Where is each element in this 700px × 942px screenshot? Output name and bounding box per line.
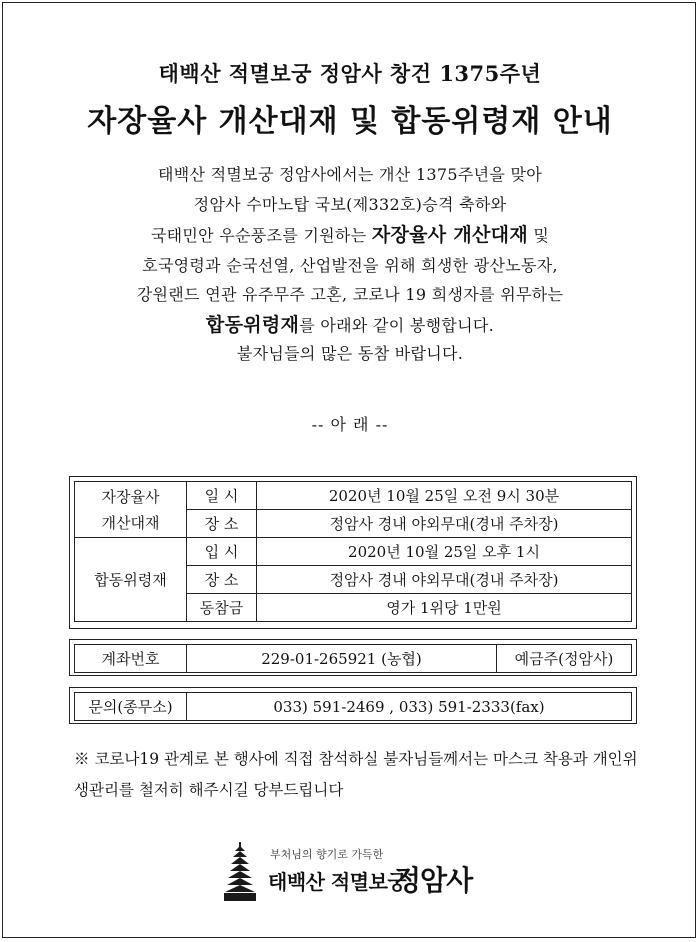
contact-phones: 033) 591-2469 , 033) 591-2333(fax) (187, 693, 632, 721)
event2-place-value: 정암사 경내 야외무대(경내 주차장) (257, 566, 632, 594)
event2-place-label: 장 소 (187, 566, 257, 594)
section-divider: -- 아 래 -- (311, 415, 389, 434)
event1-place-label: 장 소 (187, 510, 257, 538)
event2-fee-value: 영가 1위당 1만원 (257, 594, 632, 622)
event2-date-value: 2020년 10월 25일 오후 1시 (257, 538, 632, 566)
account-holder: 예금주(정암사) (497, 645, 632, 673)
table-row (75, 693, 632, 721)
memorial-name-highlight: 합동위령재 (205, 314, 300, 336)
page-title: 자장율사 개산대재 및 합동위령재 안내 (87, 104, 613, 139)
account-label: 계좌번호 (75, 645, 187, 673)
event1-name-line1: 자장율사 (101, 487, 160, 506)
account-table (74, 644, 632, 673)
event1-date-value: 2020년 10월 25일 오전 9시 30분 (257, 482, 632, 510)
event2-fee-label: 동참금 (187, 594, 257, 622)
event2-name-cell: 합동위령재 (75, 538, 187, 622)
body-line-5: 강원랜드 연관 유주무주 고혼, 코로나 19 희생자를 위무하는 (136, 285, 564, 304)
event-subtitle: 태백산 적멸보궁 정암사 창건 1375주년 (158, 61, 542, 86)
body-line-6-post: 를 아래와 같이 봉행합니다. (299, 316, 495, 335)
logo-name-large: 정암사 (394, 864, 473, 897)
body-line-7: 불자님들의 많은 동참 바랍니다. (236, 344, 464, 363)
event2-date-label: 입 시 (187, 538, 257, 566)
body-line-1: 태백산 적멸보궁 정암사에서는 개산 1375주년을 맞아 (158, 165, 542, 184)
body-line-3-pre: 국태민안 우순풍조를 기원하는 (150, 226, 372, 245)
event1-name-line2: 개산대재 (101, 513, 160, 532)
body-line-3-post: 및 (528, 226, 550, 245)
body-line-6 (0, 310, 700, 337)
table-row (75, 645, 632, 673)
event1-place-value: 정암사 경내 야외무대(경내 주차장) (257, 510, 632, 538)
account-number: 229-01-265921 (농협) (187, 645, 497, 673)
logo-tagline: 부처님의 향기로 가득한 (270, 848, 384, 861)
body-line-3 (0, 220, 700, 247)
event1-name-cell (75, 482, 187, 538)
pagoda-icon (222, 842, 258, 902)
body-line-2: 정암사 수마노탑 국보(제332호)승격 축하와 (193, 195, 507, 214)
table-row (75, 482, 632, 510)
contact-table (74, 692, 632, 721)
event1-date-label: 일 시 (187, 482, 257, 510)
notice-text: ※ 코로나19 관계로 본 행사에 직접 참석하실 불자님들께서는 마스크 착용과 개인위생관리를 철저히 해주시길 당부드립니다 (74, 750, 638, 799)
table-row (75, 538, 632, 566)
contact-label: 문의(종무소) (75, 693, 187, 721)
logo-name-small: 태백산 적멸보궁 (268, 870, 407, 894)
body-line-4: 호국영령과 순국선열, 산업발전을 위해 희생한 광산노동자, (142, 256, 558, 275)
event-name-highlight: 자장율사 개산대재 (371, 224, 528, 246)
schedule-table (74, 481, 632, 622)
temple-logo (222, 842, 482, 902)
